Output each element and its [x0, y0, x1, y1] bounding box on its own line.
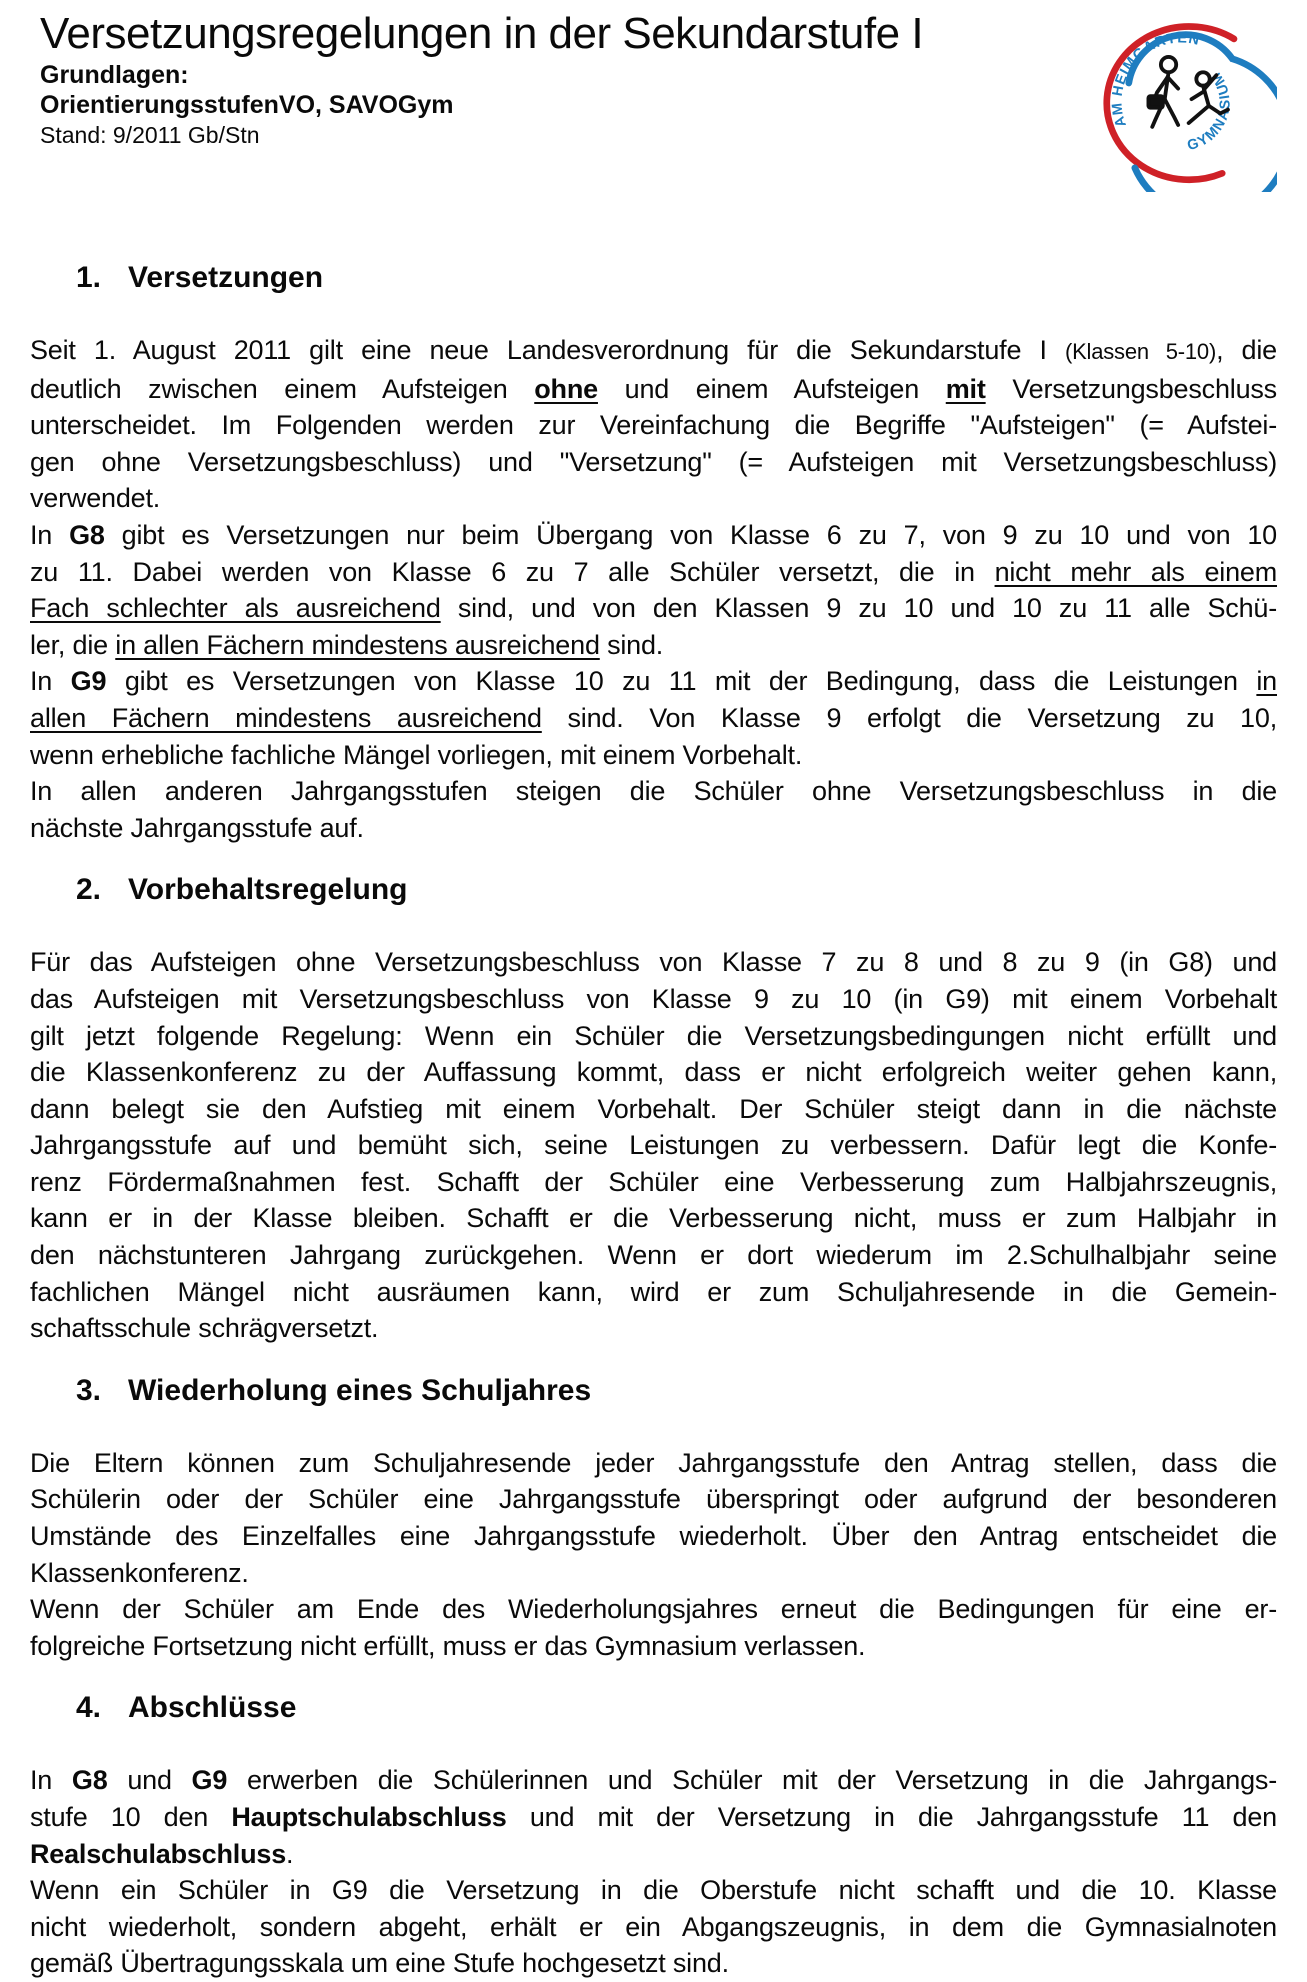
paragraph: [30, 1591, 1277, 1664]
text-run: ohne: [534, 373, 598, 404]
logo-text-am-heimgarten: AM HEIMGARTEN: [1109, 30, 1202, 130]
text-run: G9: [191, 1765, 228, 1796]
text-run: G8: [71, 1765, 108, 1796]
text-run: nicht wiederholt, sondern abgeht, erhält er ein Abgangszeugnis, in dem die Gymnasialnoten: [30, 1911, 1277, 1942]
text-run: Versetzungsbeschluss: [985, 373, 1277, 404]
text-line: [30, 627, 1277, 664]
text-line: [30, 981, 1277, 1018]
text-run: sind.: [599, 629, 664, 660]
section-wiederholung-eines-schuljahres: [30, 1372, 1277, 1665]
text-run: renz Fördermaßnahmen fest. Schafft der Schüler eine Verbesserung zum Halbjahrszeugnis,: [30, 1166, 1277, 1197]
text-run: in: [1256, 666, 1277, 697]
text-run: wenn erhebliche fachliche Mängel vorliegen, mit einem Vorbehalt.: [30, 739, 803, 770]
header-text-block: [30, 8, 1085, 150]
text-run: fachlichen Mängel nicht ausräumen kann, wird er zum Schuljahresende in die Gemein-: [30, 1276, 1277, 1307]
text-run: und einem Aufsteigen: [597, 373, 946, 404]
section-number: 2.: [76, 873, 102, 907]
text-run: gemäß Übertragungsskala um eine Stufe hochgesetzt sind.: [30, 1948, 729, 1979]
paragraph: [30, 1762, 1277, 1872]
text-run: Schülerin oder der Schüler eine Jahrgangsstufe überspringt oder aufgrund der besonderen: [30, 1484, 1277, 1515]
text-run: mit: [945, 373, 986, 404]
text-run: Realschulabschluss: [30, 1838, 287, 1869]
text-line: [30, 1445, 1277, 1482]
section-number: 1.: [76, 261, 102, 294]
text-run: Wenn ein Schüler in G9 die Versetzung in die Oberstufe nicht schafft und die 10. Klasse: [30, 1875, 1277, 1906]
document-body: [30, 259, 1277, 1982]
section-heading: [76, 259, 1277, 297]
text-run: Seit 1. August 2011 gilt eine neue Landesverordnung für die Sekundarstufe I: [30, 335, 1065, 365]
text-line: [30, 1481, 1277, 1518]
text-line: [30, 1018, 1277, 1055]
text-line: [30, 444, 1277, 481]
text-run: gibt es Versetzungen nur beim Übergang von Klasse 6 zu 7, von 9 zu 10 und von 10: [104, 519, 1277, 550]
section-heading: [76, 1372, 1277, 1410]
text-run: stufe 10 den: [30, 1802, 232, 1832]
header-stand: Stand: 9/2011 Gb/Stn: [40, 122, 260, 148]
text-run: , die: [1216, 335, 1277, 365]
paragraph: [30, 517, 1277, 663]
school-logo: [1085, 10, 1277, 197]
text-line: [30, 590, 1277, 627]
text-run: Jahrgangsstufe auf und bemüht sich, seine Leistungen zu verbessern. Dafür legt die Konfe-: [30, 1130, 1277, 1161]
text-run: das Aufsteigen mit Versetzungsbeschluss von Klasse 9 zu 10 (in G9) mit einem Vorbehalt: [30, 983, 1277, 1014]
text-run: Fach schlechter als ausreichend: [30, 593, 441, 624]
text-run: die Klassenkonferenz zu der Auffassung kommt, dass er nicht erfolgreich weiter gehen kann,: [30, 1057, 1277, 1088]
text-line: [30, 1091, 1277, 1128]
text-run: zu 11. Dabei werden von Klasse 6 zu 7 alle Schüler versetzt, die in: [30, 556, 995, 587]
text-run: nächste Jahrgangsstufe auf.: [30, 812, 364, 843]
text-line: [30, 944, 1277, 981]
section-title: Wiederholung eines Schuljahres: [128, 1373, 592, 1407]
text-line: [30, 1237, 1277, 1274]
text-line: [30, 1909, 1277, 1946]
text-line: [30, 1872, 1277, 1909]
text-run: G9: [70, 666, 107, 697]
text-line: [30, 332, 1277, 371]
text-line: [30, 773, 1277, 810]
text-run: ler, die: [30, 629, 116, 660]
text-run: gen ohne Versetzungsbeschluss) und "Versetzung" (= Aufsteigen mit Versetzungsbeschluss): [30, 446, 1277, 477]
text-line: [30, 1628, 1277, 1665]
section-versetzungen: [30, 259, 1277, 846]
text-run: In: [30, 1765, 72, 1796]
page-title: Versetzungsregelungen in der Sekundarstufe I: [40, 9, 924, 58]
text-run: In: [30, 666, 71, 697]
paragraph: [30, 944, 1277, 1347]
document-header: [30, 8, 1277, 197]
text-run: Wenn der Schüler am Ende des Wiederholungsjahres erneut die Bedingungen für eine er-: [30, 1594, 1277, 1625]
text-run: Für das Aufsteigen ohne Versetzungsbeschluss von Klasse 7 zu 8 und 8 zu 9 (in G8) und: [30, 947, 1277, 978]
header-grundlagen-detail: OrientierungsstufenVO, SAVOGym: [40, 91, 454, 119]
text-line: [30, 810, 1277, 847]
school-logo-svg: [1085, 10, 1277, 192]
text-run: (Klassen 5-10): [1064, 339, 1217, 364]
section-vorbehaltsregelung: [30, 871, 1277, 1347]
text-run: nicht mehr als einem: [994, 556, 1277, 587]
text-run: Umstände des Einzelfalles eine Jahrgangsstufe wiederholt. Über den Antrag entscheidet die: [30, 1521, 1277, 1552]
text-line: [30, 1799, 1277, 1836]
text-run: gilt jetzt folgende Regelung: Wenn ein Schüler die Versetzungsbedingungen nicht erfüllt und: [30, 1020, 1277, 1051]
text-line: [30, 1164, 1277, 1201]
text-run: und mit der Versetzung in die Jahrgangsstufe 11 den: [506, 1802, 1278, 1832]
text-line: [30, 1518, 1277, 1555]
text-line: [30, 554, 1277, 591]
text-run: In: [30, 519, 70, 550]
paragraph: [30, 773, 1277, 846]
section-title: Vorbehaltsregelung: [128, 873, 408, 907]
text-run: in allen Fächern mindestens ausreichend: [115, 629, 600, 660]
text-run: sind, und von den Klassen 9 zu 10 und 10 zu 11 alle Schü-: [440, 593, 1277, 624]
text-line: [30, 1591, 1277, 1628]
logo-red-arc: [1107, 26, 1234, 179]
text-run: dann belegt sie den Aufstieg mit einem Vorbehalt. Der Schüler steigt dann in die nächste: [30, 1093, 1277, 1124]
text-line: [30, 1054, 1277, 1091]
text-line: [30, 1274, 1277, 1311]
text-run: schaftsschule schrägversetzt.: [30, 1313, 379, 1344]
text-run: den nächstunteren Jahrgang zurückgehen. Wenn er dort wiederum im 2.Schulhalbjahr seine: [30, 1240, 1277, 1271]
text-line: [30, 1200, 1277, 1237]
text-line: [30, 663, 1277, 700]
text-run: unterscheidet. Im Folgenden werden zur Vereinfachung die Begriffe "Aufsteigen" (= Aufstei-: [30, 410, 1277, 441]
text-line: [30, 1555, 1277, 1592]
text-run: verwendet.: [30, 483, 161, 514]
text-line: [30, 1310, 1277, 1347]
text-run: G8: [69, 519, 105, 550]
text-run: Die Eltern können zum Schuljahresende jeder Jahrgangsstufe den Antrag stellen, dass die: [30, 1447, 1277, 1478]
paragraph: [30, 332, 1277, 517]
section-abschlüsse: [30, 1689, 1277, 1982]
text-line: [30, 1945, 1277, 1982]
section-title: Abschlüsse: [128, 1691, 297, 1725]
text-run: folgreiche Fortsetzung nicht erfüllt, muss er das Gymnasium verlassen.: [30, 1630, 866, 1661]
paragraph: [30, 1445, 1277, 1591]
text-line: [30, 1762, 1277, 1799]
text-line: [30, 517, 1277, 554]
section-number: 3.: [76, 1373, 102, 1407]
section-heading: [76, 1689, 1277, 1727]
section-number: 4.: [76, 1691, 102, 1725]
text-run: Klassenkonferenz.: [30, 1557, 249, 1588]
text-line: [30, 480, 1277, 517]
text-line: [30, 737, 1277, 774]
text-run: gibt es Versetzungen von Klasse 10 zu 11 mit der Bedingung, dass die Leistungen: [106, 666, 1257, 697]
text-run: allen Fächern mindestens ausreichend: [30, 702, 542, 733]
text-line: [30, 700, 1277, 737]
text-line: [30, 1127, 1277, 1164]
text-run: und: [107, 1765, 192, 1796]
text-run: Hauptschulabschluss: [231, 1802, 507, 1832]
text-run: kann er in der Klasse bleiben. Schafft er die Verbesserung nicht, muss er zum Halbjahr in: [30, 1203, 1277, 1234]
text-line: [30, 1836, 1277, 1873]
text-run: erwerben die Schülerinnen und Schüler mit der Versetzung in die Jahrgangs-: [227, 1765, 1277, 1796]
text-run: sind. Von Klasse 9 erfolgt die Versetzung zu 10,: [541, 702, 1277, 733]
text-run: deutlich zwischen einem Aufsteigen: [30, 373, 535, 404]
text-line: [30, 371, 1277, 408]
header-grundlagen: Grundlagen:: [40, 61, 189, 89]
section-heading: [76, 871, 1277, 909]
logo-text-gymnasium: GYMNASIUM: [1185, 68, 1234, 155]
text-run: In allen anderen Jahrgangsstufen steigen die Schüler ohne Versetzungsbeschluss in die: [30, 776, 1277, 807]
section-title: Versetzungen: [128, 261, 324, 294]
text-run: .: [286, 1838, 294, 1869]
paragraph: [30, 1872, 1277, 1982]
paragraph: [30, 663, 1277, 773]
text-line: [30, 407, 1277, 444]
child-walking-figure: [1148, 57, 1178, 127]
